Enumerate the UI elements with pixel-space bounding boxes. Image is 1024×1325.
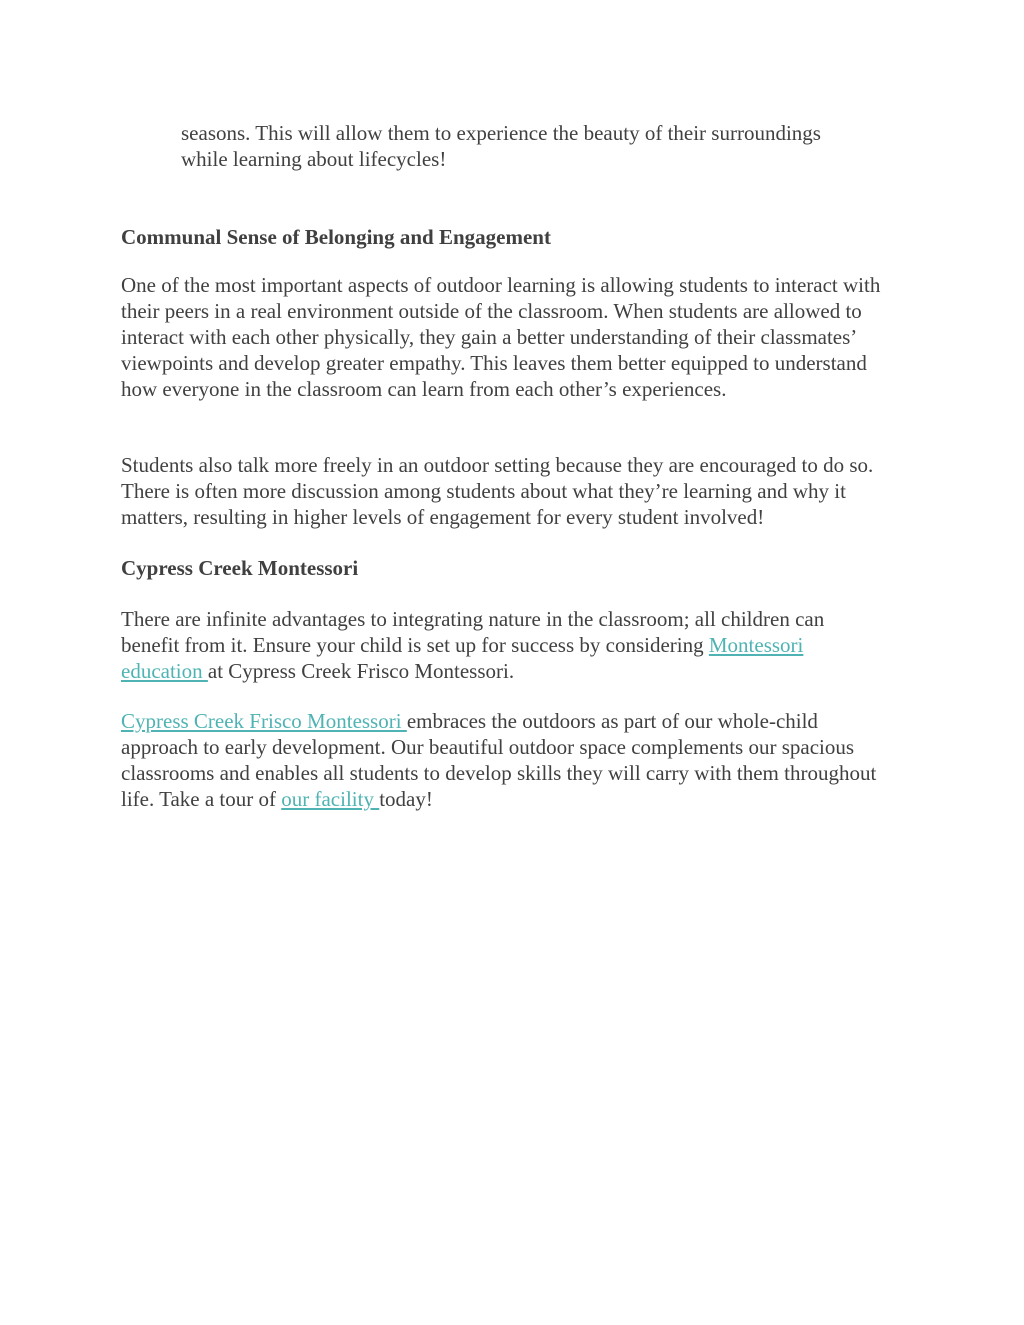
- cypress-p1-after: at Cypress Creek Frisco Montessori.: [207, 659, 515, 683]
- cypress-creek-frisco-montessori-link[interactable]: Cypress Creek Frisco Montessori: [121, 709, 407, 733]
- belonging-paragraph-2: [121, 452, 911, 530]
- cypress-paragraph-2-text: [121, 708, 881, 812]
- intro-line-1: seasons. This will allow them to experience the beauty of their surroundings: [181, 121, 821, 145]
- cypress-p2-end: today!: [379, 787, 433, 811]
- heading-belonging: Communal Sense of Belonging and Engagement: [121, 225, 551, 249]
- belonging-paragraph-1: [121, 272, 901, 402]
- montessori-education-link[interactable]: Montessori education: [121, 633, 804, 683]
- cypress-p1-before: There are infinite advantages to integrating nature in the classroom; all children can benefit from it. Ensure your child is set up for success by considering: [121, 607, 825, 657]
- belonging-paragraph-1-text: One of the most important aspects of outdoor learning is allowing students to interact with their peers in a real environment outside of the classroom. When students are allowed to interact with each other physically, they gain a better understanding of their classmates’ viewpoints and develop greater empathy. This leaves them better equipped to understand how everyone in the classroom can learn from each other’s experiences.: [121, 273, 881, 401]
- section-heading-cypress: [121, 555, 358, 581]
- cypress-paragraph-1-text: [121, 606, 881, 684]
- cypress-p2-after: embraces the outdoors as part of our whole-child approach to early development. Our beautiful outdoor space complements our spacious classrooms and enables all students to develop skills they will carry with them throughout life. Take a tour of: [121, 709, 877, 811]
- intro-line-2: while learning about lifecycles!: [181, 147, 447, 171]
- section-heading-belonging: [121, 224, 551, 250]
- cypress-paragraph-1: [121, 606, 881, 684]
- cypress-paragraph-2: [121, 708, 881, 812]
- heading-cypress: Cypress Creek Montessori: [121, 556, 359, 580]
- intro-paragraph: [181, 120, 901, 172]
- belonging-paragraph-2-text: Students also talk more freely in an outdoor setting because they are encouraged to do so. There is often more discussion among students about what they’re learning and why it matters, resulting in higher levels of engagement for every student involved!: [121, 453, 874, 529]
- our-facility-link[interactable]: our facility: [281, 787, 380, 811]
